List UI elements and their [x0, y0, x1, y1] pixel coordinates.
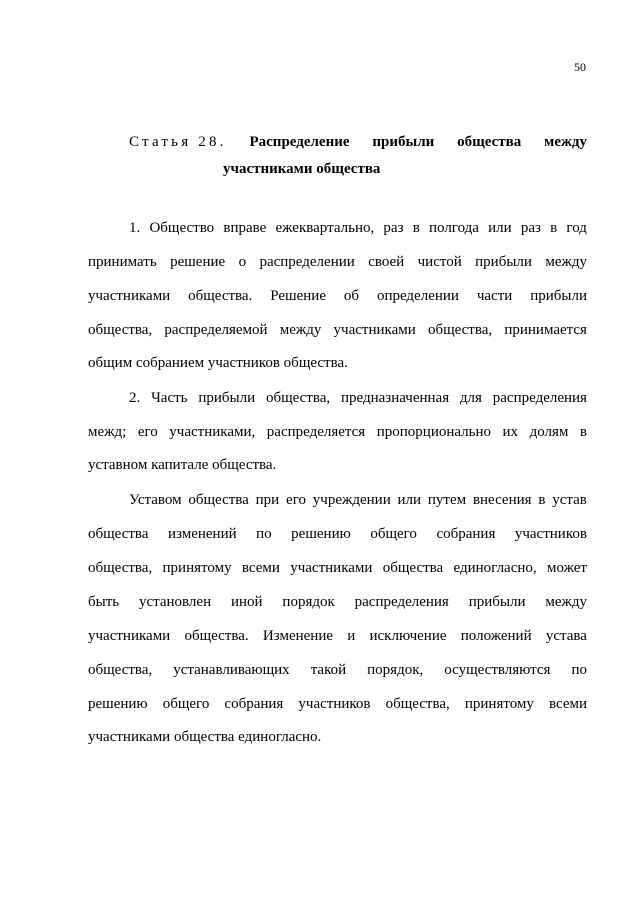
word: порядок,: [367, 662, 424, 678]
word: изменений: [167, 526, 237, 542]
heading-word: прибыли: [372, 134, 435, 150]
heading-word: общества: [457, 134, 522, 150]
word: межд;: [88, 424, 127, 440]
word: его: [137, 424, 158, 440]
text-line: [88, 694, 587, 714]
word: решению: [291, 526, 351, 542]
text-line: [129, 218, 587, 238]
word: в: [550, 220, 558, 236]
page-number: 50: [574, 60, 586, 74]
word: общества,: [385, 696, 450, 712]
word: его: [286, 492, 306, 508]
word: путем: [427, 492, 467, 508]
word: общества,: [265, 390, 331, 406]
word: быть: [88, 594, 120, 610]
text-line: [129, 388, 587, 408]
word: решению: [88, 696, 148, 712]
word: по: [571, 662, 587, 678]
article-heading-line-2: участниками общества: [223, 161, 381, 177]
word: участниками: [333, 322, 416, 338]
text-line: [88, 286, 587, 306]
word: принимать: [88, 254, 157, 270]
word: принятому: [162, 560, 232, 576]
word: между: [545, 594, 587, 610]
word: в: [538, 492, 546, 508]
word: участниками,: [169, 424, 256, 440]
word: чистой: [417, 254, 462, 270]
word: внесения: [472, 492, 532, 508]
word: раз: [383, 220, 404, 236]
word: участников: [298, 696, 371, 712]
word: для: [459, 390, 482, 406]
word: устав: [552, 492, 587, 508]
word: единогласно,: [453, 560, 537, 576]
text-line: общим собранием участников общества.: [88, 355, 348, 371]
word: иной: [230, 594, 263, 610]
word: Часть: [151, 390, 188, 406]
word: всеми: [548, 696, 587, 712]
word: всеми: [241, 560, 280, 576]
article-heading-line-1: [129, 131, 587, 153]
text-line: [88, 626, 587, 646]
word: участниками: [88, 628, 171, 644]
word: устава: [545, 628, 587, 644]
word: и: [347, 628, 356, 644]
text-line: [88, 524, 587, 544]
word: может: [546, 560, 587, 576]
word: общего: [162, 696, 210, 712]
word: общества.: [188, 288, 253, 304]
word: 1.: [129, 220, 141, 236]
word: порядок: [282, 594, 335, 610]
word: своей: [368, 254, 405, 270]
word: Изменение: [262, 628, 333, 644]
word: общества,: [88, 662, 153, 678]
word: решение: [170, 254, 226, 270]
text-line: [88, 592, 587, 612]
word: установлен: [138, 594, 212, 610]
word: в: [579, 424, 587, 440]
word: общего: [370, 526, 417, 542]
word: учреждении: [312, 492, 391, 508]
word: Уставом: [129, 492, 182, 508]
word: участниками: [290, 560, 373, 576]
word: раз: [520, 220, 541, 236]
word: прибыли: [468, 594, 526, 610]
word: при: [255, 492, 280, 508]
text-line: [129, 490, 587, 510]
word: об: [343, 288, 360, 304]
word: участников: [514, 526, 587, 542]
word: по: [256, 526, 272, 542]
word: полгода: [428, 220, 479, 236]
word: такой: [310, 662, 347, 678]
word: о: [238, 254, 247, 270]
word: в: [412, 220, 420, 236]
word: общества,: [427, 322, 493, 338]
word: участниками: [88, 288, 171, 304]
word: предназначенная: [340, 390, 450, 406]
word: между: [545, 254, 587, 270]
word: осуществляются: [444, 662, 551, 678]
word: определении: [376, 288, 459, 304]
text-line: [88, 252, 587, 272]
word: распределения: [492, 390, 587, 406]
word: 2.: [129, 390, 141, 406]
heading-word: Распределение: [249, 134, 350, 150]
word: распределяемой: [164, 322, 268, 338]
text-line: [88, 558, 587, 578]
word: собрания: [224, 696, 284, 712]
word: общества: [382, 560, 444, 576]
word: вправе: [223, 220, 267, 236]
word: между: [279, 322, 322, 338]
word: прибыли: [475, 254, 532, 270]
word: положений: [460, 628, 532, 644]
word: Решение: [270, 288, 326, 304]
word: год: [566, 220, 587, 236]
word: общества.: [184, 628, 249, 644]
article-heading: [129, 131, 587, 180]
article-label: Статья 28.: [129, 134, 227, 150]
word: устанавливающих: [173, 662, 290, 678]
word: ежеквартально,: [275, 220, 375, 236]
word: общества,: [88, 322, 153, 338]
word: распределении: [259, 254, 355, 270]
word: долям: [529, 424, 569, 440]
word: распределяется: [266, 424, 366, 440]
word: или: [488, 220, 512, 236]
word: принимается: [504, 322, 587, 338]
text-line: уставном капитале общества.: [88, 457, 277, 473]
word: собрания: [436, 526, 496, 542]
word: их: [502, 424, 519, 440]
heading-word: между: [544, 134, 587, 150]
text-line: участниками общества единогласно.: [88, 729, 322, 745]
word: исключение: [369, 628, 447, 644]
word: общества,: [88, 560, 153, 576]
word: части: [476, 288, 513, 304]
word: распределения: [354, 594, 449, 610]
word: или: [397, 492, 422, 508]
word: общества: [188, 492, 249, 508]
text-line: [88, 660, 587, 680]
word: прибыли: [198, 390, 256, 406]
text-line: [88, 320, 587, 340]
text-line: [88, 422, 587, 442]
word: принятому: [464, 696, 534, 712]
word: Общество: [149, 220, 215, 236]
word: прибыли: [530, 288, 587, 304]
word: пропорционально: [376, 424, 492, 440]
word: общества: [88, 526, 149, 542]
